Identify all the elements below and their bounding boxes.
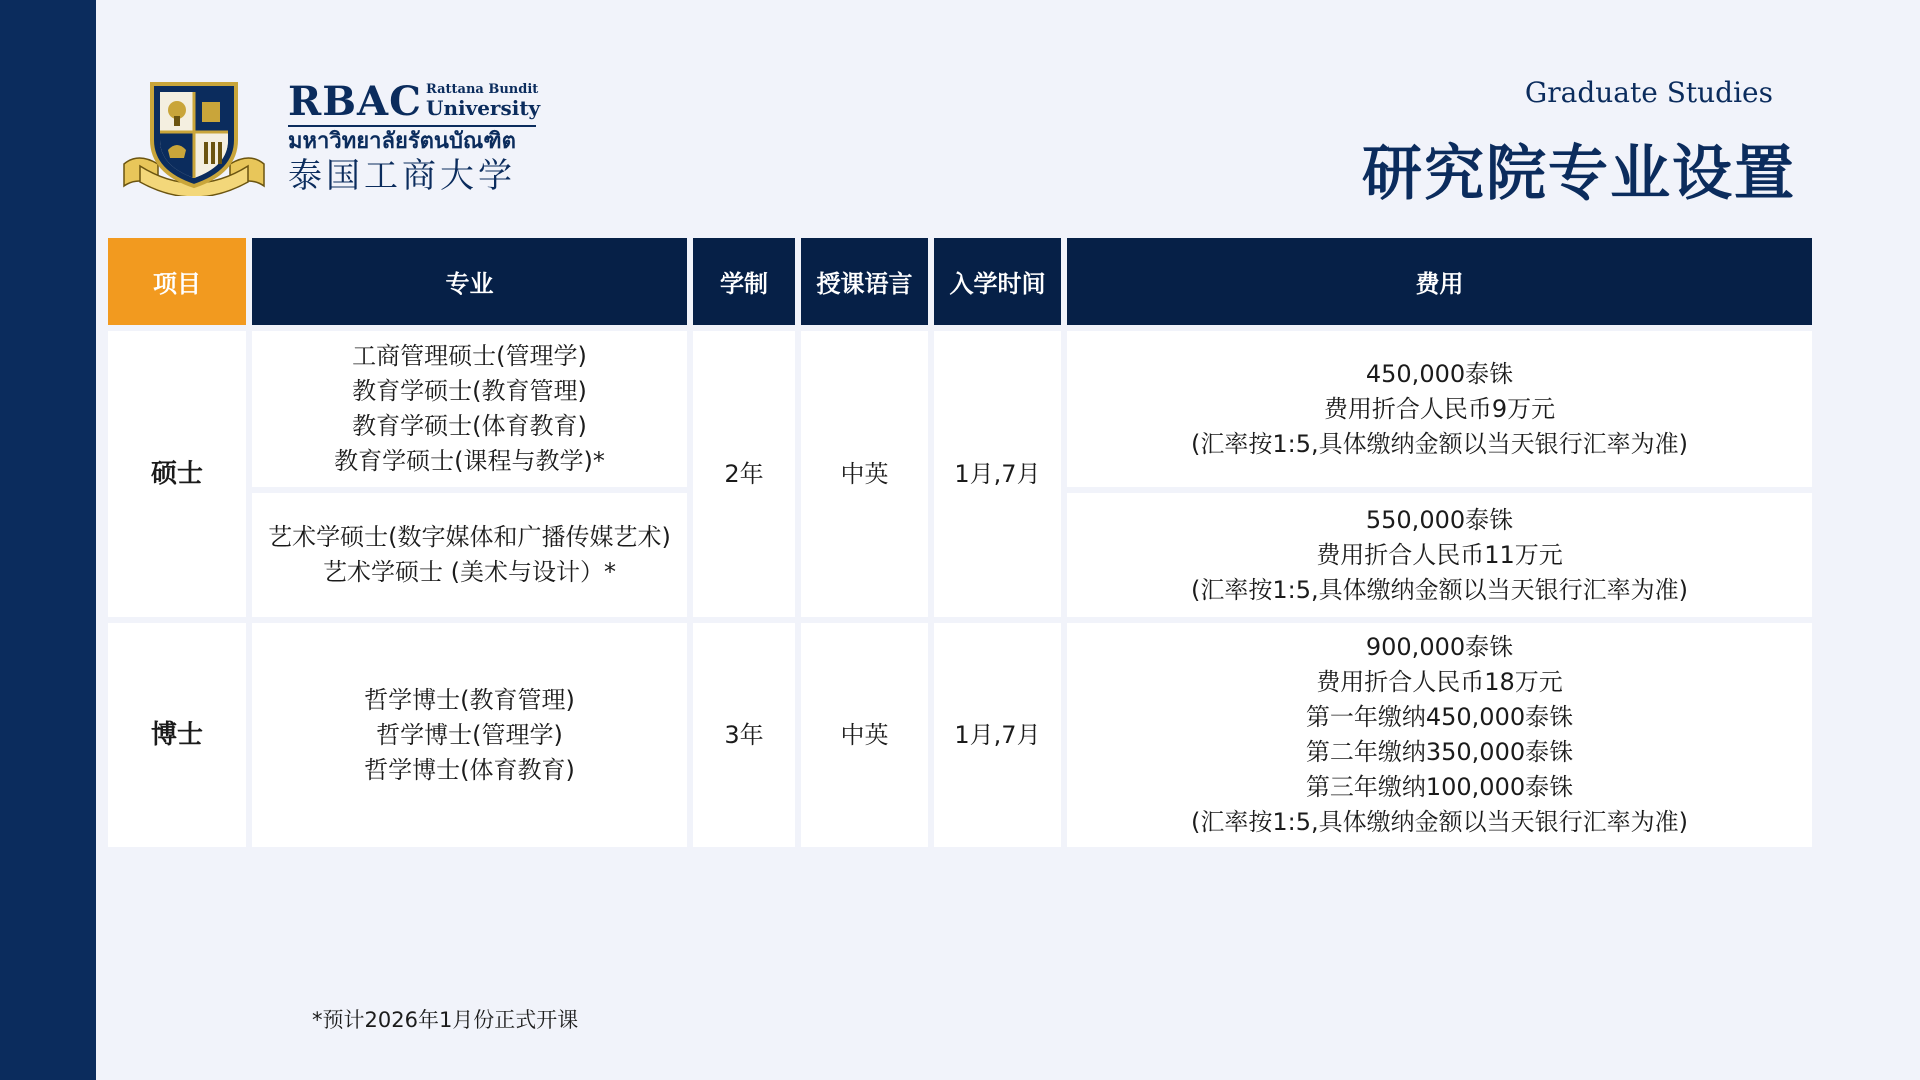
fee-line: 费用折合人民币9万元 <box>1323 394 1556 423</box>
col-header-fee: 费用 <box>1067 238 1812 325</box>
doctor-programs <box>252 623 687 847</box>
program-item: 哲学博士(体育教育) <box>364 755 575 784</box>
col-header-category: 项目 <box>108 238 246 325</box>
row-label-doctor: 博士 <box>108 623 246 847</box>
fee-line: 费用折合人民币11万元 <box>1316 540 1563 569</box>
fee-line: 费用折合人民币18万元 <box>1316 668 1563 696</box>
fee-line: 900,000泰铢 <box>1365 633 1514 661</box>
logo-brand: RBAC <box>288 78 422 125</box>
university-logo <box>118 78 548 196</box>
doctor-intake: 1月,7月 <box>934 623 1061 847</box>
program-item: 教育学硕士(教育管理) <box>352 377 587 405</box>
page-subtitle: Graduate Studies <box>1524 76 1773 109</box>
master-language: 中英 <box>801 331 928 617</box>
program-item: 工商管理硕士(管理学) <box>352 342 587 370</box>
col-header-intake: 入学时间 <box>934 238 1061 325</box>
program-item: 教育学硕士(体育教育) <box>352 412 587 440</box>
master-programs-group-2 <box>252 493 687 617</box>
doctor-language: 中英 <box>801 623 928 847</box>
fee-line: 第三年缴纳100,000泰铢 <box>1305 773 1574 801</box>
logo-thai-name: มหาวิทยาลัยรัตนบัณฑิต <box>288 129 516 154</box>
row-label-master: 硕士 <box>108 331 246 617</box>
program-item: 教育学硕士(课程与教学)* <box>334 447 605 475</box>
page-title: 研究院专业设置 <box>1362 139 1796 209</box>
fee-line: 第一年缴纳450,000泰铢 <box>1305 703 1574 731</box>
col-header-duration: 学制 <box>693 238 795 325</box>
doctor-fee <box>1067 623 1812 847</box>
program-item: 艺术学硕士 (美术与设计）* <box>323 558 616 586</box>
logo-sub-line2: University <box>426 96 541 120</box>
master-fee-group-2 <box>1067 493 1812 617</box>
master-duration: 2年 <box>693 331 795 617</box>
col-header-program: 专业 <box>252 238 687 325</box>
program-item: 艺术学硕士(数字媒体和广播传媒艺术) <box>268 523 671 551</box>
col-header-language: 授课语言 <box>801 238 928 325</box>
fee-line: (汇率按1:5,具体缴纳金额以当天银行汇率为准) <box>1191 429 1688 458</box>
fee-line: 第二年缴纳350,000泰铢 <box>1305 738 1574 766</box>
master-programs-group-1 <box>252 331 687 487</box>
fee-line: (汇率按1:5,具体缴纳金额以当天银行汇率为准) <box>1191 808 1688 836</box>
master-intake: 1月,7月 <box>934 331 1061 617</box>
footnote: *预计2026年1月份正式开课 <box>312 1008 579 1032</box>
logo-wordmark <box>288 78 558 196</box>
doctor-duration: 3年 <box>693 623 795 847</box>
logo-subtitle <box>426 81 541 120</box>
university-crest-icon <box>118 78 270 196</box>
fee-line: (汇率按1:5,具体缴纳金额以当天银行汇率为准) <box>1191 575 1688 604</box>
logo-chinese-name: 泰国工商大学 <box>288 156 516 196</box>
program-item: 哲学博士(教育管理) <box>364 685 575 714</box>
program-item: 哲学博士(管理学) <box>376 720 563 749</box>
master-fee-group-1 <box>1067 331 1812 487</box>
fee-line: 550,000泰铢 <box>1365 505 1514 534</box>
fee-line: 450,000泰铢 <box>1365 359 1514 388</box>
left-accent-bar <box>0 0 96 1080</box>
logo-sub-line1: Rattana Bundit <box>426 82 539 97</box>
